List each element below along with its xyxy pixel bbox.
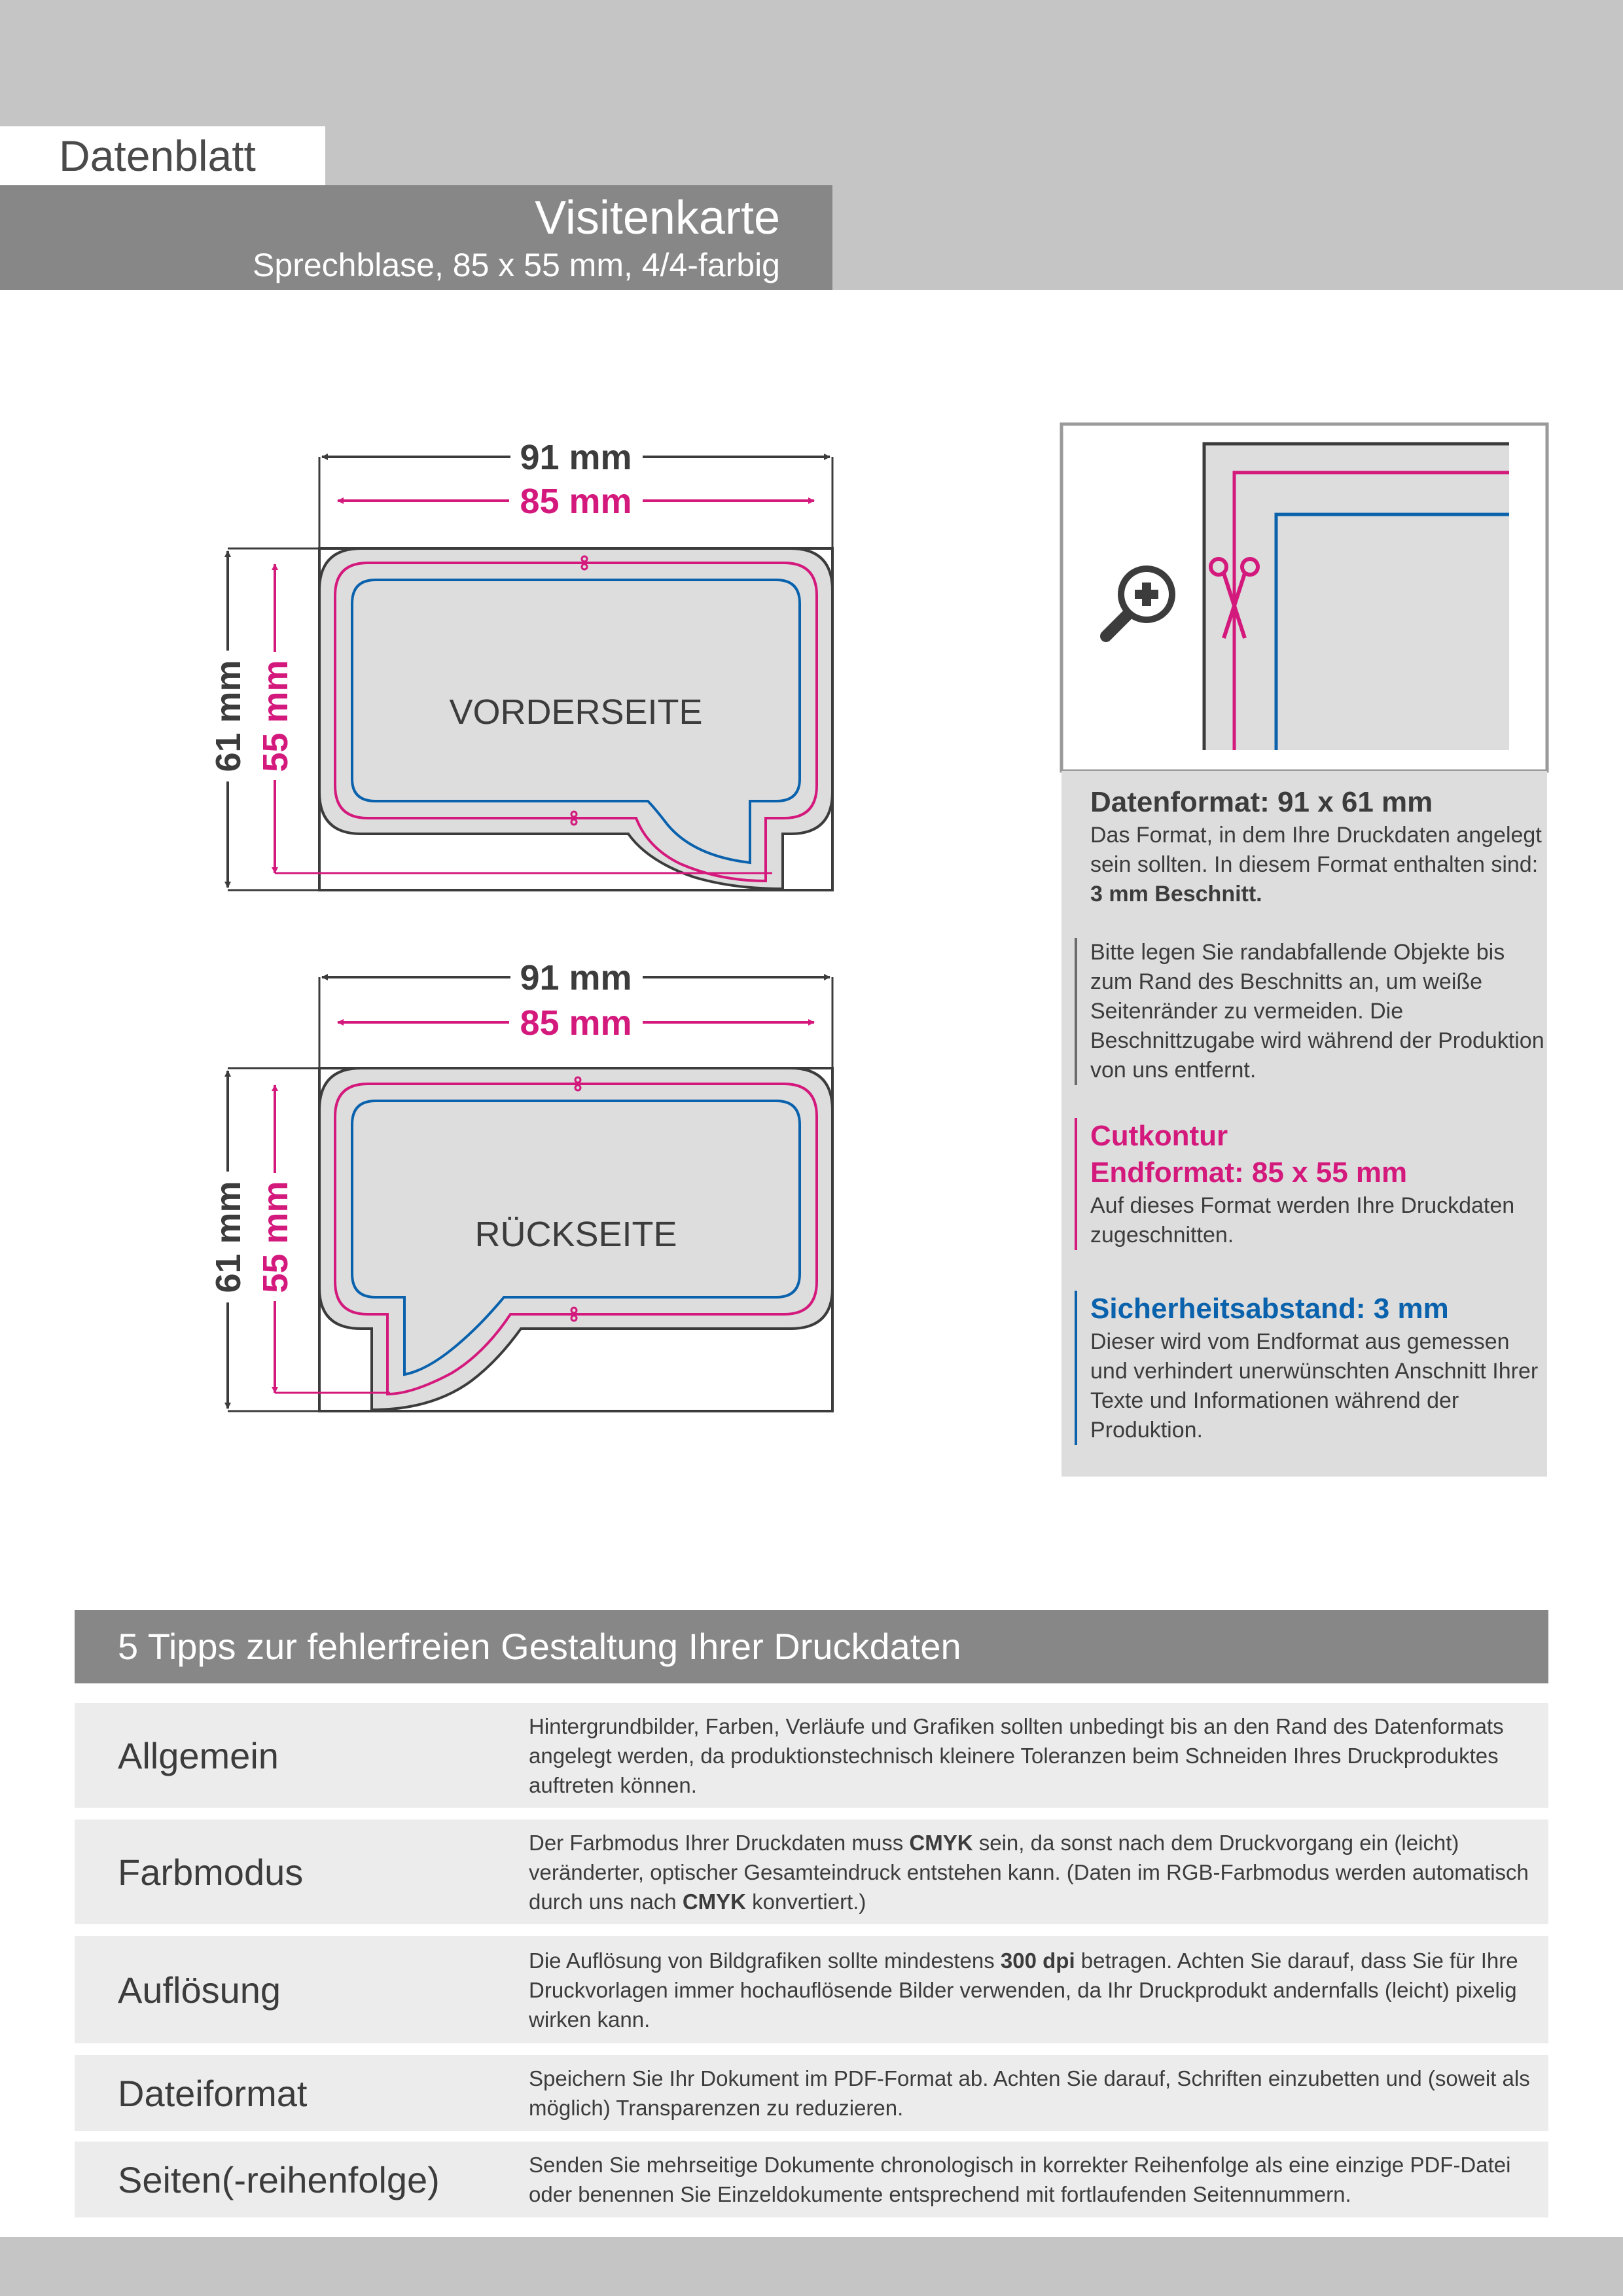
- footer-band: [0, 2237, 1623, 2296]
- tip-row-farbmodus: [75, 1820, 1548, 1924]
- tip-label: Dateiformat: [118, 2072, 308, 2114]
- front-height-total: 61 mm: [209, 660, 248, 772]
- tip-text: [529, 1703, 1535, 1808]
- datenformat-text: [1090, 821, 1547, 909]
- info-panel: [1061, 771, 1547, 1477]
- bleed-text: Bitte legen Sie randabfallende Objekte bis zum Rand des Beschnitts an, um weiße Seitenränder zu vermeiden. Die Beschnittzugabe wird während der Produktion von uns entfernt.: [1075, 938, 1547, 1085]
- safe-text: Dieser wird vom Endformat aus gemessen und verhindert unerwünschten Anschnitt Ihrer Texte und Informationen während der Produktion.: [1090, 1329, 1539, 1443]
- tip-label: Seiten(-reihenfolge): [118, 2159, 440, 2200]
- zoom-detail: [1061, 424, 1547, 771]
- tip-text: [529, 1820, 1535, 1924]
- front-card-diagram: [209, 438, 832, 890]
- tip-text-content: [529, 1828, 1535, 1916]
- safe-title: Sicherheitsabstand: 3 mm: [1090, 1293, 1449, 1325]
- tip-text: [529, 2055, 1535, 2131]
- tip-text-content: Speichern Sie Ihr Dokument im PDF-Format ab. Achten Sie darauf, Schriften einzubetten und (soweit als möglich) Transparenzen zu reduzieren.: [529, 2066, 1530, 2120]
- back-width-final: 85 mm: [520, 1003, 632, 1043]
- tip-label: Farbmodus: [118, 1851, 304, 1893]
- datenblatt-tab: Datenblatt: [0, 126, 325, 185]
- cut-title: Cutkontur: [1090, 1120, 1228, 1152]
- text-part: Der Farbmodus Ihrer Druckdaten muss: [529, 1830, 910, 1855]
- back-label: RÜCKSEITE: [474, 1215, 677, 1254]
- text-part: konvertiert.): [746, 1889, 866, 1914]
- text-part: betragen. Achten Sie darauf, dass Sie für Ihre Druckvorlagen immer hochauflösende Bilder verwenden, da Ihr Druckprodukt andernfalls (leicht) pixelig wirken kann.: [529, 1948, 1518, 2032]
- tip-text-content: Hintergrundbilder, Farben, Verläufe und Grafiken sollten unbedingt bis an den Rand des Datenformats angelegt werden, da produktionstechnisch kleinere Toleranzen beim Schneiden Ihres Druckproduktes auftreten können.: [529, 1713, 1504, 1797]
- page-title: Visitenkarte: [535, 192, 780, 244]
- tip-label: Allgemein: [118, 1734, 279, 1776]
- safe-section: [1075, 1291, 1547, 1445]
- endformat-text: Auf dieses Format werden Ihre Druckdaten zugeschnitten.: [1090, 1193, 1515, 1247]
- back-height-total: 61 mm: [209, 1181, 248, 1293]
- tip-row-allgemein: [75, 1703, 1548, 1808]
- tip-text: [529, 2142, 1535, 2217]
- tips-header: 5 Tipps zur fehlerfreien Gestaltung Ihrer Druckdaten: [75, 1610, 1548, 1683]
- datenformat-text-main: Das Format, in dem Ihre Druckdaten angelegt sein sollten. In diesem Format enthalten sind:: [1090, 823, 1542, 877]
- front-width-total: 91 mm: [520, 438, 632, 477]
- text-part: sein, da sonst nach dem Druckvorgang ein (leicht) veränderter, optischer Gesamteindruck entstehen kann. (Daten im RGB-Farbmodus werden automatisch durch uns nach: [529, 1830, 1529, 1914]
- tip-row-seiten: [75, 2142, 1548, 2217]
- datenformat-bold: 3 mm Beschnitt.: [1090, 882, 1262, 906]
- text-bold: CMYK: [909, 1830, 973, 1855]
- tip-text-content: Senden Sie mehrseitige Dokumente chronologisch in korrekter Reihenfolge als eine einzige PDF-Datei oder benennen Sie Einzeldokumente entsprechend mit fortlaufenden Seitennummern.: [529, 2153, 1511, 2206]
- back-card-diagram: [209, 958, 832, 1411]
- front-label: VORDERSEITE: [449, 692, 703, 732]
- tip-text: [529, 1936, 1535, 2043]
- front-height-final: 55 mm: [256, 660, 295, 772]
- back-width-total: 91 mm: [520, 958, 632, 997]
- datenformat-title: Datenformat: 91 x 61 mm: [1090, 786, 1433, 818]
- tip-label: Auflösung: [118, 1969, 281, 2011]
- cut-section: [1075, 1118, 1547, 1250]
- text-part: Die Auflösung von Bildgrafiken sollte mindestens: [529, 1948, 1001, 1973]
- endformat-title: Endformat: 85 x 55 mm: [1090, 1157, 1408, 1189]
- tip-text-content: [529, 1946, 1535, 2034]
- text-bold: 300 dpi: [1000, 1948, 1075, 1973]
- front-width-final: 85 mm: [520, 482, 632, 521]
- tip-row-dateiformat: [75, 2055, 1548, 2131]
- page-subtitle: Sprechblase, 85 x 55 mm, 4/4-farbig: [253, 247, 780, 283]
- text-bold: CMYK: [682, 1889, 746, 1914]
- back-height-final: 55 mm: [256, 1181, 295, 1293]
- tip-row-aufloesung: [75, 1936, 1548, 2043]
